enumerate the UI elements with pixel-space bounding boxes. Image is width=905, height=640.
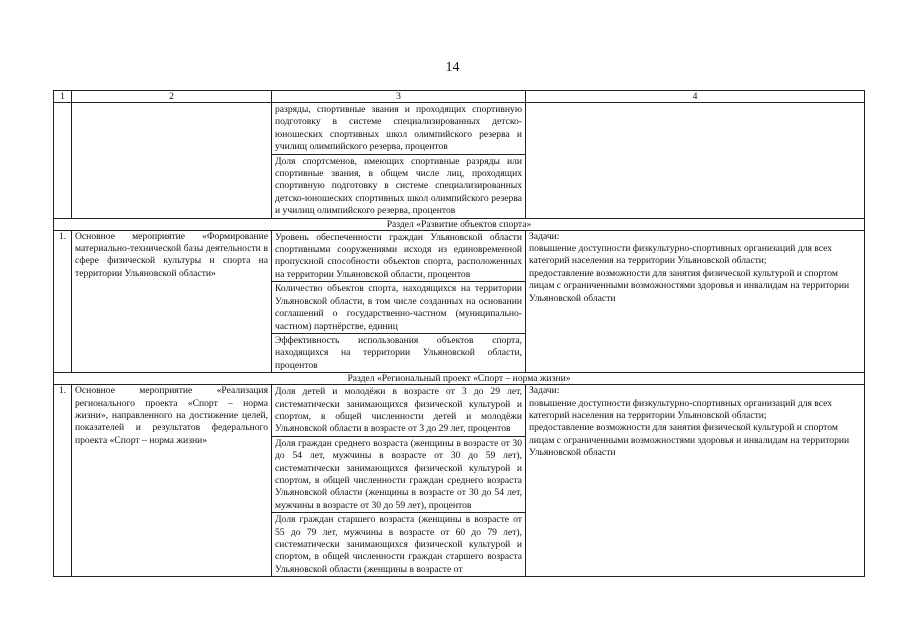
- measure-cell: Основное мероприятие «Формирование материально-технической базы деятельности в сфере физической культуры и спорта на территории Ульяновской области»: [72, 230, 272, 372]
- table-row: [54, 385, 865, 577]
- indicator: разряды, спортивные звания и проходящих спортивную подготовку в системе специализированных детско-юношеских спортивных школ олимпийского резерва и училищ олимпийского резерва, процентов: [275, 104, 522, 153]
- section-header-row: [54, 373, 865, 385]
- indicator: Уровень обеспеченности граждан Ульяновской области спортивными сооружениями исходя из единовременной пропускной способности объектов спорта, расположенных на территории Ульяновской области, процентов: [275, 231, 522, 280]
- section-title: Раздел «Развитие объектов спорта»: [54, 218, 865, 230]
- indicator: Эффективность использования объектов спорта, находящихся на территории Ульяновской области, процентов: [272, 333, 525, 372]
- section-title: Раздел «Региональный проект «Спорт – норма жизни»: [54, 373, 865, 385]
- header-col-3: 3: [272, 91, 526, 103]
- indicator: Доля граждан среднего возраста (женщины в возрасте от 30 до 54 лет, мужчины в возрасте от 30 до 59 лет), систематически занимающихся физической культурой и спортом, в общей численности граждан среднего возраста Ульяновской области (женщины в возрасте от 30 до 54 лет, мужчины в возрасте от 30 до 59 лет), процентов: [272, 436, 525, 512]
- page-number: 14: [445, 60, 460, 75]
- cont-tasks-cell: [526, 103, 865, 219]
- indicator: Доля спортсменов, имеющих спортивные разряды или спортивные звания, в общем числе лиц, проходящих спортивную подготовку в системе специализированных детско-юношеских спортивных школ олимпийского резерва и училищ олимпийского резерва, процентов: [272, 154, 525, 218]
- tasks-cell: Задачи: повышение доступности физкультурно-спортивных организаций для всех категорий населения на территории Ульяновской области; предоставление возможности для занятия физической культурой и спортом лицам с ограниченными возможностями здоровья и инвалидам на территории Ульяновской области: [526, 385, 865, 577]
- header-row: [54, 91, 865, 103]
- cont-measure-cell: [72, 103, 272, 219]
- table-row: [54, 230, 865, 372]
- table-row-continuation: [54, 103, 865, 219]
- section-header-row: [54, 218, 865, 230]
- measure-cell: Основное мероприятие «Реализация регионального проекта «Спорт – норма жизни», направленного на достижение целей, показателей и результатов федерального проекта «Спорт – норма жизни»: [72, 385, 272, 577]
- program-table: [53, 90, 865, 577]
- header-col-1: 1: [54, 91, 72, 103]
- indicator: Количество объектов спорта, находящихся на территории Ульяновской области, в том числе созданных на основании соглашений о государственно-частном (муниципально-частном) партнёрстве, единиц: [272, 281, 525, 333]
- indicators-cell: [272, 385, 526, 577]
- cont-num-cell: [54, 103, 72, 219]
- row-number: 1.: [54, 230, 72, 372]
- indicator: Доля граждан старшего возраста (женщины в возрасте от 55 до 79 лет, мужчины в возрасте от 60 до 79 лет), систематически занимающихся физической культурой и спортом, в общей численности граждан старшего возраста Ульяновской области (женщины в возрасте от: [272, 512, 525, 576]
- row-number: 1.: [54, 385, 72, 577]
- indicator: Доля детей и молодёжи в возрасте от 3 до 29 лет, систематически занимающихся физической культурой и спортом, в общей численности детей и молодёжи Ульяновской области в возрасте от 3 до 29 лет, процентов: [275, 386, 522, 435]
- header-col-4: 4: [526, 91, 865, 103]
- tasks-cell: Задачи: повышение доступности физкультурно-спортивных организаций для всех категорий населения на территории Ульяновской области; предоставление возможности для занятия физической культурой и спортом лицам с ограниченными возможностями здоровья и инвалидам на территории Ульяновской области: [526, 230, 865, 372]
- cont-indicators-cell: [272, 103, 526, 219]
- header-col-2: 2: [72, 91, 272, 103]
- indicators-cell: [272, 230, 526, 372]
